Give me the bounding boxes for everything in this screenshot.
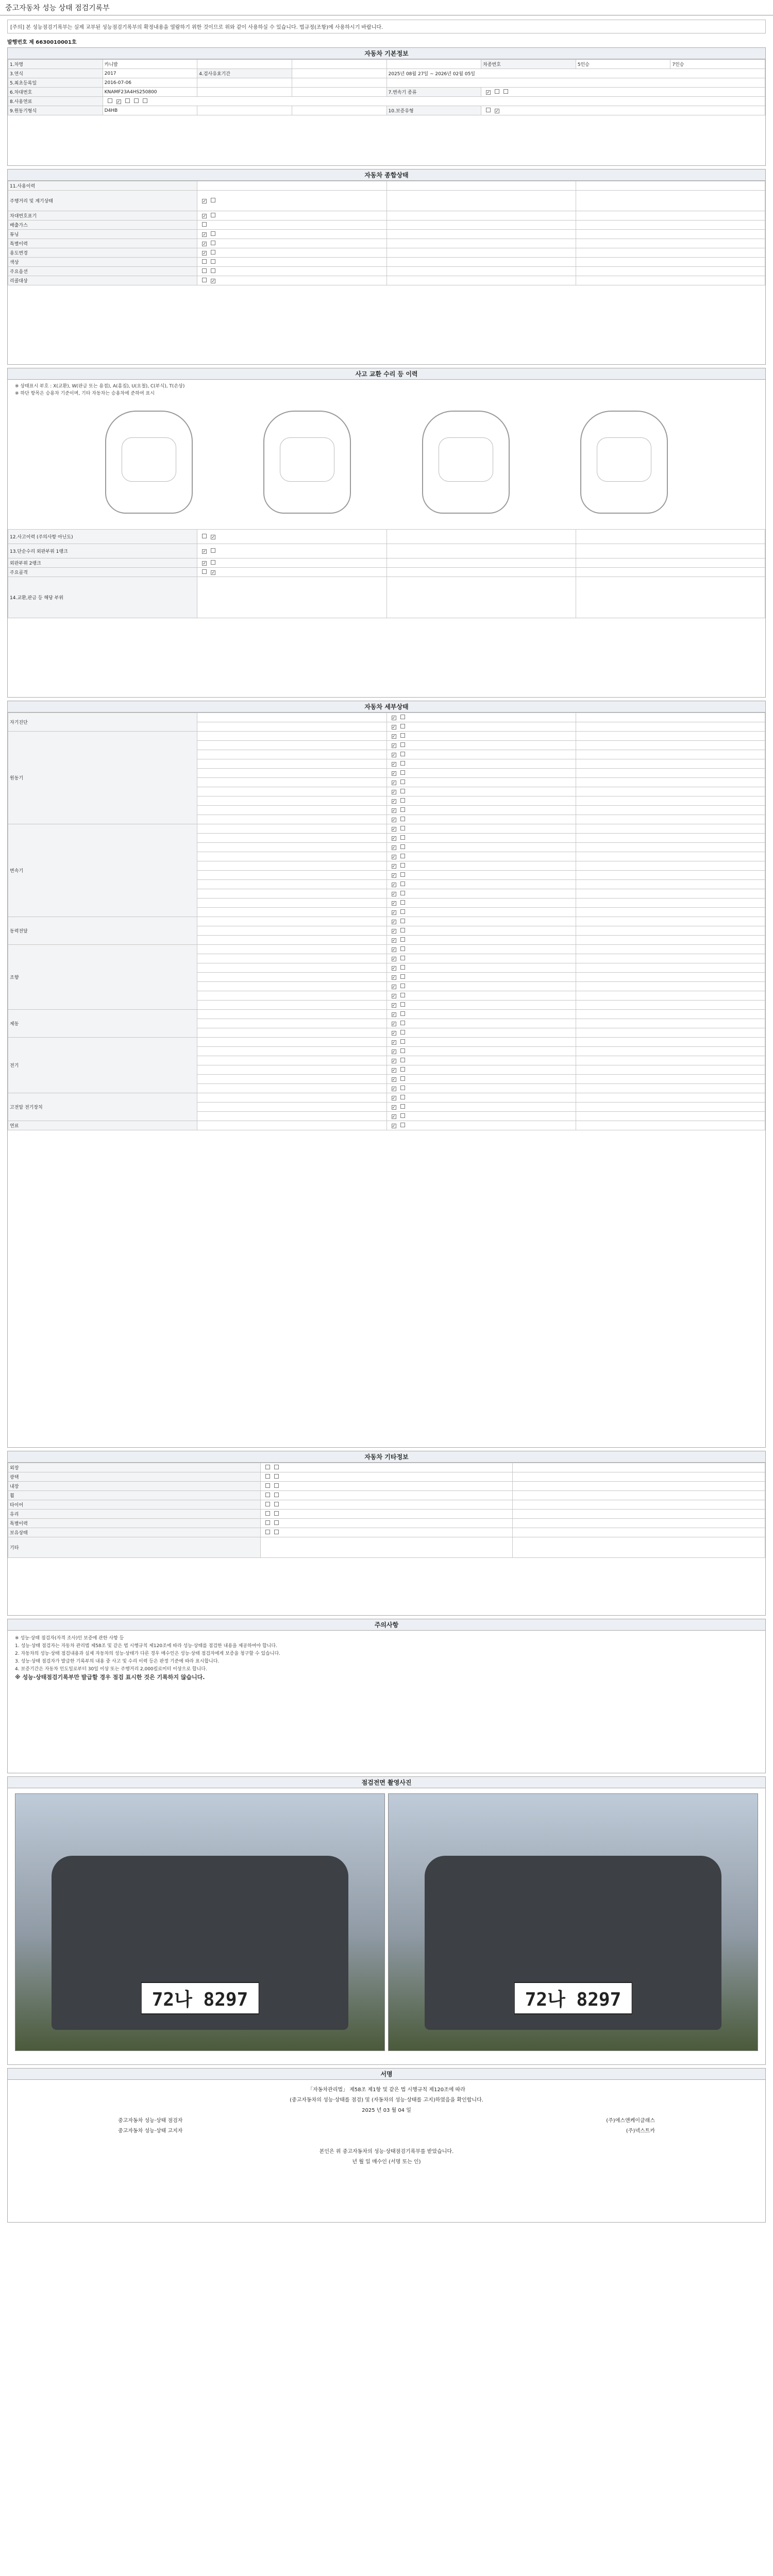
checkbox[interactable]	[486, 90, 491, 95]
checkbox[interactable]	[400, 984, 405, 988]
checkbox[interactable]	[392, 799, 396, 804]
checkbox[interactable]	[211, 213, 215, 217]
section-title: 자동차 기타정보	[8, 1451, 765, 1463]
checkbox[interactable]	[400, 789, 405, 793]
checkbox[interactable]	[400, 1011, 405, 1016]
checkbox[interactable]	[116, 99, 121, 104]
checkbox[interactable]	[392, 910, 396, 915]
group-label: 변속기	[8, 824, 197, 917]
checkbox[interactable]	[400, 1086, 405, 1090]
checkbox[interactable]	[202, 278, 207, 282]
group-label: 연료	[8, 1121, 197, 1130]
checkbox[interactable]	[400, 807, 405, 812]
checkbox[interactable]	[202, 561, 207, 566]
basic-info-section	[7, 47, 766, 166]
checkbox[interactable]	[503, 89, 508, 94]
checkbox[interactable]	[202, 569, 207, 574]
group-label: 고전압 전기장치	[8, 1093, 197, 1121]
checkbox[interactable]	[400, 817, 405, 821]
checkbox[interactable]	[392, 994, 396, 998]
checkbox[interactable]	[202, 268, 207, 273]
checkbox[interactable]	[392, 1105, 396, 1110]
checkbox[interactable]	[265, 1474, 270, 1479]
table-row	[8, 732, 765, 741]
checkbox[interactable]	[392, 845, 396, 850]
checkbox[interactable]	[392, 808, 396, 813]
checkbox[interactable]	[265, 1502, 270, 1506]
checkbox[interactable]	[400, 1002, 405, 1007]
checkbox[interactable]	[392, 827, 396, 832]
checkbox[interactable]	[400, 826, 405, 831]
overall-state-table: 11.사용이력 주행거리 및 계기상태 ✓ 차대번호표기 ✓ 배출가스 튜닝 ✓ 특별이력 ✓ 용도변경 ✓ 색상 주요옵션 리콜대상 ✓	[8, 181, 765, 285]
checkbox[interactable]	[202, 259, 207, 264]
car-frame-diagram	[422, 411, 510, 514]
checkbox[interactable]	[392, 771, 396, 776]
checkbox[interactable]	[211, 560, 215, 565]
checkbox[interactable]	[202, 242, 207, 246]
checkbox[interactable]	[392, 1031, 396, 1036]
checkbox[interactable]	[211, 570, 215, 575]
table-row	[8, 945, 765, 954]
checkbox[interactable]	[392, 938, 396, 943]
checkbox[interactable]	[400, 872, 405, 877]
checkbox[interactable]	[392, 864, 396, 869]
checkbox[interactable]	[265, 1493, 270, 1497]
checkbox[interactable]	[265, 1483, 270, 1488]
checkbox[interactable]	[400, 1095, 405, 1099]
checkbox[interactable]	[400, 974, 405, 979]
section-title: 자동차 종합상태	[8, 170, 765, 181]
accident-table: 12.사고이력 (주의사항 아닌도) ✓ 13.단순수리 외판부위 1랭크 ✓ 외판부위 2랭크 ✓ 주요골격 ✓ 14.교환,판금 등 해당 부위	[8, 529, 765, 618]
checkbox[interactable]	[392, 836, 396, 841]
checkbox[interactable]	[202, 199, 207, 204]
group-label: 전기	[8, 1038, 197, 1093]
caution-bold: ※ 성능·상태점검기록부만 발급할 경우 점검 표시한 것은 기록하지 않습니다.	[15, 1674, 205, 1681]
checkbox[interactable]	[495, 109, 499, 113]
checkbox[interactable]	[392, 873, 396, 878]
checkbox[interactable]	[392, 1040, 396, 1045]
checkbox[interactable]	[392, 762, 396, 767]
checkbox[interactable]	[392, 1077, 396, 1082]
caution-text: ※ 성능·상태 점검자(자격 조사)인 보증에 관한 사항 등 1. 성능·상태 점검자는 자동차 관리법 제58조 및 같은 법 시행규칙 제120조에 따라 성능·상태를 점검한 내용을 제공하여야 합니다. 2. 자동차의 성능·상태 점검내용과 실제 자동차의 성능·상태가 다른 경우 매수인은 성능·상태 점검자에게 보증을 청구할 수 있습니다. 3. 성능·상태 점검자가 발급한 기록부의 내용 중 사고 및 수리 이력 등은 판정 기준에 따라 표시합니다. 4. 보증기간은 자동차 인도일로부터 30일 이상 또는 주행거리 2,000킬로미터 이상으로 합니다. ※ 성능·상태점검기록부만 발급할 경우 점검 표시한 것은 기록하지 않습니다.	[15, 1636, 281, 1681]
checkbox[interactable]	[211, 548, 215, 553]
checkbox[interactable]	[400, 919, 405, 923]
section-title: 점검전면 촬영사진	[8, 1777, 765, 1788]
section-title: 서명	[8, 2069, 765, 2080]
table-row	[8, 1093, 765, 1103]
checkbox[interactable]	[211, 231, 215, 236]
section-title: 사고 교환 수리 등 이력	[8, 368, 765, 380]
checkbox[interactable]	[400, 891, 405, 895]
checkbox[interactable]	[125, 98, 130, 103]
section-title: 주의사항	[8, 1619, 765, 1631]
checkbox[interactable]	[202, 251, 207, 256]
checkbox[interactable]	[265, 1530, 270, 1534]
table-row	[8, 1010, 765, 1019]
checkbox[interactable]	[400, 928, 405, 933]
checkbox[interactable]	[202, 534, 207, 538]
checkbox[interactable]	[400, 798, 405, 803]
other-info-table: 외장 광택 내장 휠 타이어 유리 특별이력 보유상태 기타	[8, 1463, 765, 1558]
checkbox[interactable]	[392, 1059, 396, 1063]
checkbox[interactable]	[400, 715, 405, 719]
checkbox[interactable]	[400, 956, 405, 960]
other-info-section	[7, 1451, 766, 1616]
checkbox[interactable]	[400, 909, 405, 914]
checkbox[interactable]	[392, 743, 396, 748]
checkbox[interactable]	[211, 268, 215, 273]
checkbox[interactable]	[211, 279, 215, 283]
signature-section	[7, 2068, 766, 2223]
checkbox[interactable]	[392, 1049, 396, 1054]
checkbox[interactable]	[392, 975, 396, 980]
checkbox[interactable]	[400, 900, 405, 905]
checkbox[interactable]	[400, 752, 405, 756]
checkbox[interactable]	[400, 965, 405, 970]
checkbox[interactable]	[400, 1039, 405, 1044]
checkbox[interactable]	[400, 733, 405, 738]
table-row	[8, 1121, 765, 1130]
table-row	[8, 917, 765, 926]
checkbox[interactable]	[202, 232, 207, 237]
checkbox[interactable]	[211, 241, 215, 245]
rear-photo	[388, 1793, 758, 2051]
checkbox[interactable]	[392, 725, 396, 730]
checkbox[interactable]	[392, 892, 396, 896]
checkbox[interactable]	[400, 1067, 405, 1072]
group-label: 동력전달	[8, 917, 197, 945]
accident-history-section	[7, 368, 766, 698]
checkbox[interactable]	[400, 854, 405, 858]
checkbox[interactable]	[108, 98, 112, 103]
checkbox[interactable]	[202, 214, 207, 218]
car-diagram	[8, 400, 765, 529]
checkbox[interactable]	[274, 1520, 279, 1525]
checkbox[interactable]	[274, 1493, 279, 1497]
checkbox[interactable]	[400, 1048, 405, 1053]
checkbox[interactable]	[274, 1511, 279, 1516]
front-photo	[15, 1793, 385, 2051]
checkbox[interactable]	[265, 1520, 270, 1525]
checkbox[interactable]	[274, 1465, 279, 1469]
checkbox[interactable]	[400, 1030, 405, 1035]
table-row	[8, 713, 765, 722]
checkbox[interactable]	[392, 1124, 396, 1128]
checkbox[interactable]	[392, 883, 396, 887]
checkbox[interactable]	[400, 779, 405, 784]
checkbox[interactable]	[392, 947, 396, 952]
checkbox[interactable]	[400, 742, 405, 747]
checkbox[interactable]	[400, 770, 405, 775]
checkbox[interactable]	[202, 549, 207, 554]
checkbox[interactable]	[392, 781, 396, 785]
group-label: 조향	[8, 945, 197, 1010]
checkbox[interactable]	[400, 835, 405, 840]
checkbox[interactable]	[400, 1021, 405, 1025]
checkbox[interactable]	[400, 1113, 405, 1118]
checkbox[interactable]	[392, 1068, 396, 1073]
checkbox[interactable]	[392, 957, 396, 961]
checkbox[interactable]	[274, 1483, 279, 1488]
front-plate: 72나 8297	[141, 1982, 260, 2014]
checkbox[interactable]	[274, 1474, 279, 1479]
checkbox[interactable]	[392, 929, 396, 934]
car-side-right-diagram	[580, 411, 668, 514]
car-top-diagram	[263, 411, 351, 514]
checkbox[interactable]	[211, 198, 215, 202]
checkbox[interactable]	[400, 863, 405, 868]
checkbox[interactable]	[400, 946, 405, 951]
cert-number: 발행번호 제 6630010001호	[7, 40, 77, 45]
checkbox[interactable]	[400, 1123, 405, 1127]
group-label: 원동기	[8, 732, 197, 824]
checkbox[interactable]	[400, 844, 405, 849]
checkbox[interactable]	[400, 761, 405, 766]
checkbox[interactable]	[392, 985, 396, 989]
checkbox[interactable]	[202, 222, 207, 227]
group-label: 자기진단	[8, 713, 197, 732]
signature-text: 「자동차관리법」 제58조 제1항 및 같은 법 시행규칙 제120조에 따라 (중고자동차의 성능·상태를 점검) 및 (자동차의 성능·상태를 고지)하였음을 확인합니다. 2025 년 03 월 04 일 중고자동차 성능·상태 점검자 (주)에스앤케이클래스 중고자동차 성능·상태 고지자 (주)넥스트카 본인은 위 중고자동차의 성능·상태점검기록부를 받았습니다. 년 월 일 매수인 (서명 또는 인)	[118, 2087, 655, 2165]
photo-section	[7, 1776, 766, 2065]
checkbox[interactable]	[392, 1003, 396, 1008]
checkbox[interactable]	[211, 535, 215, 539]
checkbox[interactable]	[392, 734, 396, 739]
checkbox[interactable]	[400, 993, 405, 997]
checkbox[interactable]	[265, 1465, 270, 1469]
checkbox[interactable]	[274, 1530, 279, 1534]
section-title: 자동차 기본정보	[8, 48, 765, 59]
checkbox[interactable]	[392, 920, 396, 924]
page-title: 중고자동차 성능 상태 점검기록부	[0, 0, 773, 15]
checkbox[interactable]	[392, 1096, 396, 1100]
notice: [주의] 본 성능점검기록부는 실제 교부된 성능점검기록부의 확정내용을 열람하기 위한 것이므로 위와 같이 사용하실 수 있습니다. 법규정(조항)에 사용하시기 바랍니다.	[7, 20, 766, 33]
checkbox[interactable]	[400, 882, 405, 886]
legend: ※ 상태표시 부호 : X(교환), W(판금 또는 용접), A(흠집), U(요철), C(부식), T(손상) ※ 하단 항목은 승용차 기준이며, 기타 자동차는 승용차에 준하여 표시	[15, 384, 185, 396]
checkbox[interactable]	[400, 1076, 405, 1081]
checkbox[interactable]	[392, 790, 396, 794]
section-title: 자동차 세부상태	[8, 701, 765, 713]
overall-state-section	[7, 169, 766, 365]
checkbox[interactable]	[392, 1022, 396, 1026]
checkbox[interactable]	[400, 937, 405, 942]
checkbox[interactable]	[143, 98, 147, 103]
rear-plate: 72나 8297	[514, 1982, 633, 2014]
group-label: 제동	[8, 1010, 197, 1038]
checkbox[interactable]	[211, 250, 215, 255]
checkbox[interactable]	[392, 901, 396, 906]
checkbox[interactable]	[392, 855, 396, 859]
basic-info-table: 1.차명 카니발 차종번호 5인승 7인승 3.연식 2017 4.검사유효기간 2025년 08월 27일 ~ 2026년 02월 05일 5.최초등록일 2016-07-06 6.차대번호 KNAMF23A4HS250800 7.변속기 종류 ✓ 8.사용연료 ✓ 9.원동기형식 D4HB 10.보증유형 ✓	[8, 59, 765, 115]
checkbox[interactable]	[495, 89, 499, 94]
detail-state-table	[8, 713, 765, 1130]
detail-state-section	[7, 701, 766, 1448]
table-row	[8, 824, 765, 834]
checkbox[interactable]	[400, 1104, 405, 1109]
checkbox[interactable]	[392, 1087, 396, 1091]
checkbox[interactable]	[400, 1058, 405, 1062]
checkbox[interactable]	[486, 108, 491, 112]
checkbox[interactable]	[392, 818, 396, 822]
checkbox[interactable]	[392, 716, 396, 720]
checkbox[interactable]	[211, 259, 215, 264]
checkbox[interactable]	[392, 1012, 396, 1017]
checkbox[interactable]	[400, 724, 405, 728]
checkbox[interactable]	[134, 98, 139, 103]
checkbox[interactable]	[392, 966, 396, 971]
checkbox[interactable]	[274, 1502, 279, 1506]
caution-section	[7, 1619, 766, 1773]
table-row	[8, 1038, 765, 1047]
checkbox[interactable]	[265, 1511, 270, 1516]
checkbox[interactable]	[392, 753, 396, 757]
car-side-left-diagram	[105, 411, 193, 514]
checkbox[interactable]	[392, 1114, 396, 1119]
